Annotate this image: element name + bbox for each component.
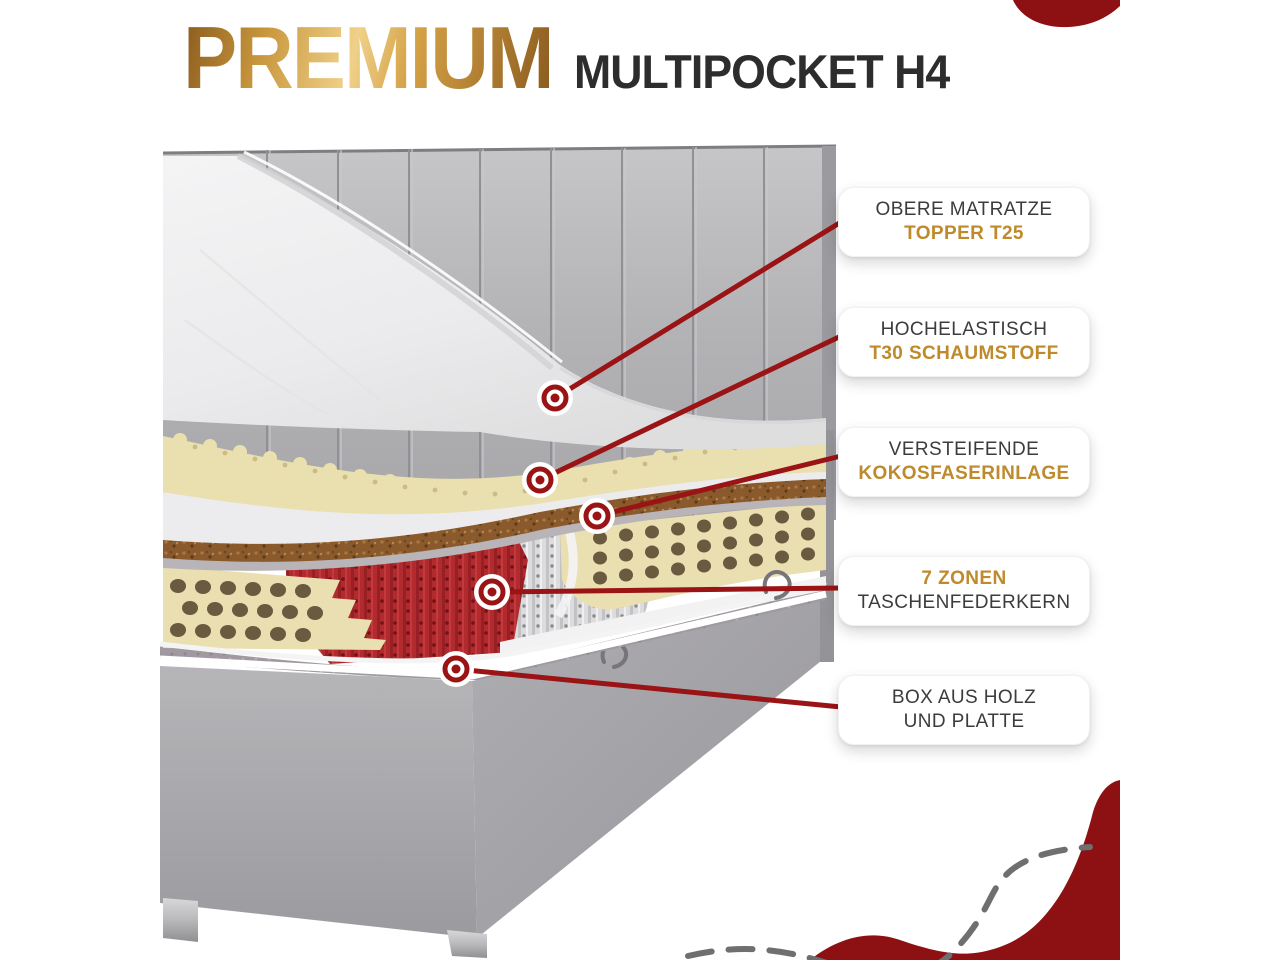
marker-coir (579, 498, 615, 534)
title-premium: PREMIUM (182, 8, 553, 107)
callout-line: VERSTEIFENDE (888, 439, 1040, 460)
title-model: MULTIPOCKET H4 (574, 45, 950, 98)
callout-foam (838, 307, 1090, 377)
marker-foam (522, 462, 558, 498)
decor-shape-bottom-right (810, 780, 1120, 960)
callout-line-accent: TOPPER T25 (904, 223, 1024, 244)
page-title (0, 8, 1120, 107)
callout-line-accent: T30 SCHAUMSTOFF (869, 343, 1059, 364)
callout-line-accent: 7 ZONEN (921, 568, 1007, 589)
callout-springs (838, 556, 1090, 626)
callout-line: UND PLATTE (903, 711, 1025, 732)
bed-foot-left (163, 898, 198, 942)
callout-line: HOCHELASTISCH (880, 319, 1048, 340)
callout-line-accent: KOKOSFASERINLAGE (858, 463, 1070, 484)
bed-foot-front (447, 930, 487, 958)
marker-topper (537, 380, 573, 416)
marker-box (438, 651, 474, 687)
callout-line: OBERE MATRATZE (875, 199, 1053, 220)
callout-coir (838, 427, 1090, 497)
callout-box (838, 675, 1090, 745)
callout-topper (838, 187, 1090, 257)
callout-line: TASCHENFEDERKERN (857, 592, 1071, 613)
callout-line: BOX AUS HOLZ (891, 687, 1037, 708)
marker-springs (474, 574, 510, 610)
